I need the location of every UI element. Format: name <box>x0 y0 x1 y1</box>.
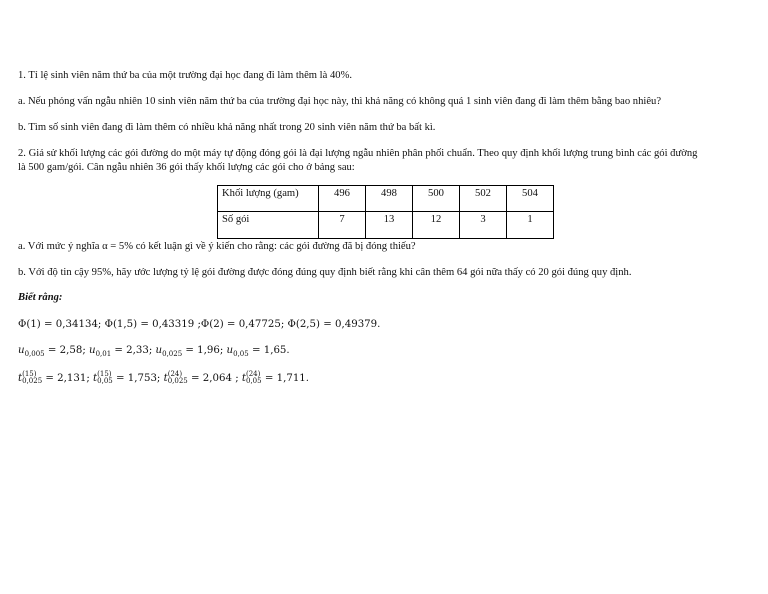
table-cell: 496 <box>319 186 366 212</box>
table-cell: 7 <box>319 212 366 239</box>
q2-part-b: b. Với độ tin cậy 95%, hãy ước lượng tỷ lệ gói đường được đóng đúng quy định biết rằng khi cân thêm 64 gói nữa thấy có 20 gói đúng quy định. <box>18 267 632 278</box>
table-cell: 498 <box>366 186 413 212</box>
table-cell: 3 <box>460 212 507 239</box>
table-cell: 500 <box>413 186 460 212</box>
q2-part-a: a. Với mức ý nghĩa α = 5% có kết luận gì về ý kiến cho rằng: các gói đường đã bị đóng thiếu? <box>18 241 416 252</box>
table-cell: 502 <box>460 186 507 212</box>
phi-values: Φ(1) = 0,34134; Φ(1,5) = 0,43319 ;Φ(2) = 0,47725; Φ(2,5) = 0,49379. <box>18 319 381 330</box>
table-cell: 504 <box>507 186 554 212</box>
q2-intro-line2: là 500 gam/gói. Cân ngẫu nhiên 36 gói thấy khối lượng các gói cho ở bảng sau: <box>18 162 355 173</box>
weight-table <box>217 185 554 239</box>
q1-part-b: b. Tìm số sinh viên đang đi làm thêm có nhiều khả năng nhất trong 20 sinh viên năm thứ ba bất kì. <box>18 122 436 133</box>
table-header-count: Số gói <box>218 212 319 239</box>
u-values: $u_{0,005} = 2,58$; $u_{0,01} = 2,33$; $u_{0,025} = 1,96$; $u_{0,05} = 1,65$. <box>18 345 290 359</box>
table-cell: 13 <box>366 212 413 239</box>
table-row <box>218 186 554 212</box>
q1-intro: 1. Tỉ lệ sinh viên năm thứ ba của một trường đại học đang đi làm thêm là 40%. <box>18 70 353 81</box>
q1-part-a: a. Nếu phỏng vấn ngẫu nhiên 10 sinh viên năm thứ ba của trường đại học này, thì khả năng có không quá 1 sinh viên đang đi làm thêm bằng bao nhiêu? <box>18 96 662 107</box>
given-title: Biết rằng: <box>18 292 63 303</box>
t-values: t (15) 0,025 = 2,131; t (15) 0,05 = 1,753; t (24) 0,025 = 2,064 ; t (24) 0,05 = 1,711. <box>18 370 310 385</box>
table-cell: 12 <box>413 212 460 239</box>
table-cell: 1 <box>507 212 554 239</box>
table-row <box>218 212 554 239</box>
table-header-weight: Khối lượng (gam) <box>218 186 319 212</box>
q2-intro-line1: 2. Giả sử khối lượng các gói đường do một máy tự động đóng gói là đại lượng ngẫu nhiên phân phối chuẩn. Theo quy định khối lượng trung bình các gói đường <box>18 148 698 159</box>
